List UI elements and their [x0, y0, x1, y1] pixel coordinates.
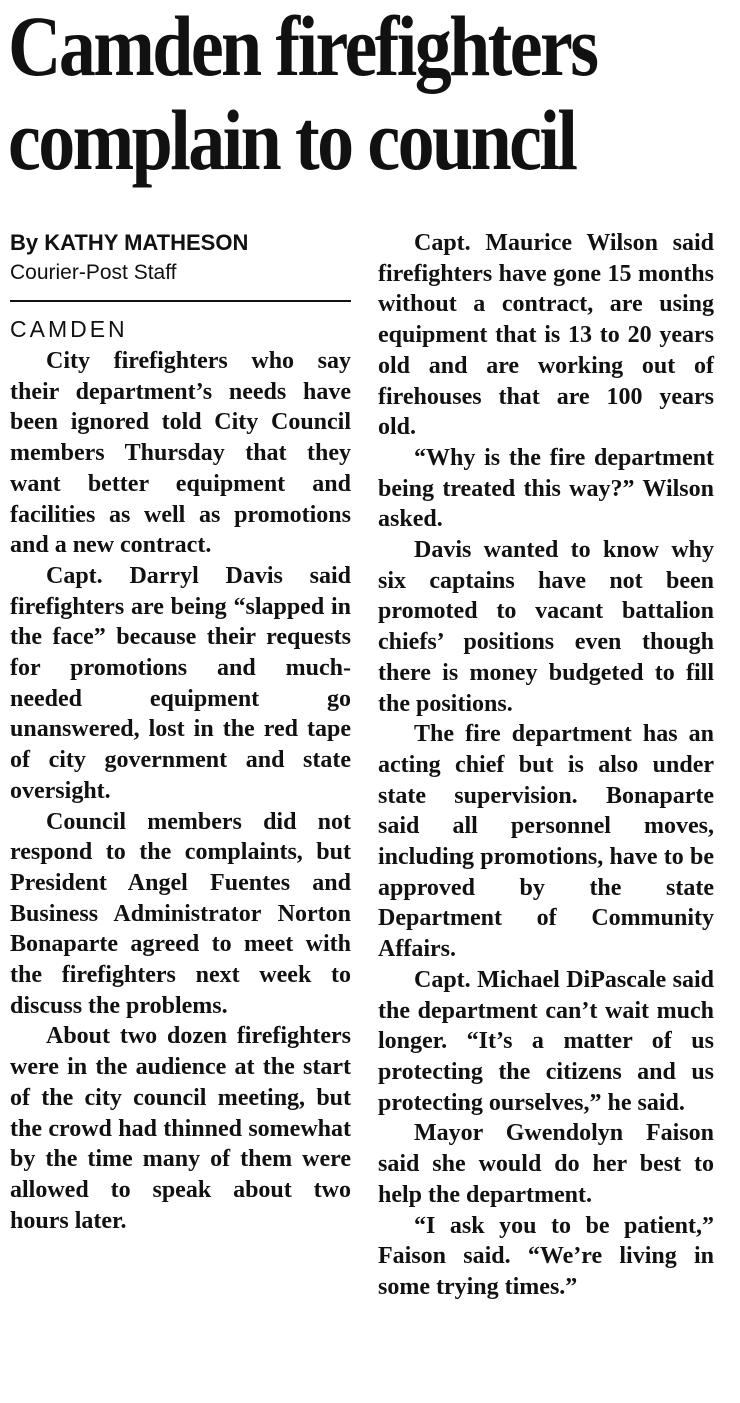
article-paragraph: “I ask you to be patient,” Faison said. “We’re living in some trying times.” — [378, 1212, 714, 1300]
headline-line-2: complain to council — [8, 92, 576, 188]
article-column-right — [378, 228, 714, 1303]
byline-affiliation: Courier-Post Staff — [10, 261, 177, 284]
article-paragraph: Capt. Darryl Davis said firefighters are being “slapped in the face” because their requests for promotions and much-needed equipment go unanswered, lost in the red tape of city government and state oversight. — [10, 562, 351, 804]
byline-divider — [10, 300, 351, 302]
article-paragraph: Capt. Michael DiPascale said the department can’t wait much longer. “It’s a matter of us protecting the citizens and us protecting ourselves,” he said. — [378, 966, 714, 1116]
article-paragraph: About two dozen firefighters were in the audience at the start of the city council meeting, but the crowd had thinned somewhat by the time many of them were allowed to speak about two hours later. — [10, 1023, 351, 1234]
article-paragraph: “Why is the fire department being treated this way?” Wilson asked. — [378, 444, 714, 533]
article-paragraph: Council members did not respond to the complaints, but President Angel Fuentes and Business Administrator Norton Bonaparte agreed to meet with the firefighters next week to discuss the problems. — [10, 808, 351, 1019]
article-paragraph: Mayor Gwendolyn Faison said she would do her best to help the department. — [378, 1120, 714, 1208]
article-body-right — [378, 228, 714, 1303]
dateline: CAMDEN — [10, 316, 128, 342]
article-paragraph: The fire department has an acting chief but is also under state supervision. Bonaparte said all personnel moves, including promotions, have to be approved by the state Department of Community Affairs. — [378, 721, 714, 963]
article-paragraph: Davis wanted to know why six captains have not been promoted to vacant battalion chiefs’ positions even though there is money budgeted to fill the positions. — [378, 537, 714, 717]
article-paragraph: Capt. Maurice Wilson said firefighters have gone 15 months without a contract, are using equipment that is 13 to 20 years old and are working out of firehouses that are 100 years old. — [378, 230, 714, 441]
byline-author: By KATHY MATHESON — [10, 230, 249, 255]
headline-line-1: Camden firefighters — [8, 0, 597, 94]
article-body-left — [10, 346, 351, 1236]
headline — [8, 0, 631, 188]
article-paragraph: City firefighters who say their department’s needs have been ignored told City Council members Thursday that they want better equipment and facilities as well as promotions and a new contract. — [10, 348, 351, 559]
article-column-left — [10, 228, 351, 1236]
